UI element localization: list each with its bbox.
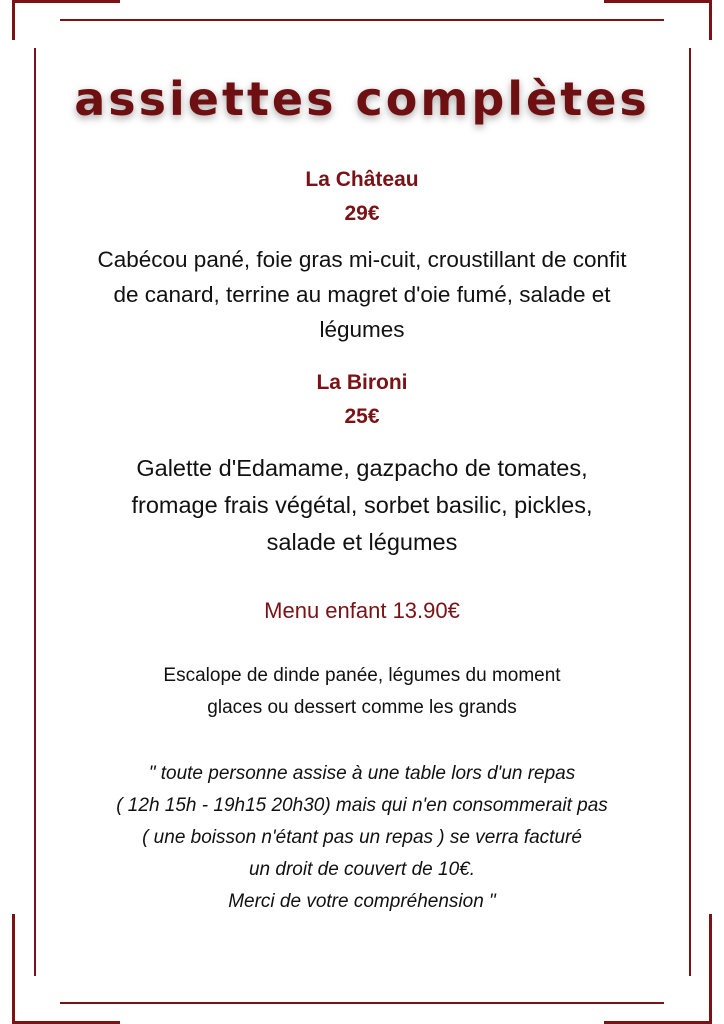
description-line: fromage frais végétal, sorbet basilic, pickles, <box>131 492 593 518</box>
notice-line: ( une boisson n'étant pas un repas ) se verra facturé <box>142 827 582 848</box>
page-title: assiettes complètes <box>74 72 650 126</box>
item-description-bironi <box>0 450 724 561</box>
frame-top-line <box>60 19 664 21</box>
corner-bottom-left <box>12 914 15 1024</box>
item-price: 25€ <box>344 405 380 428</box>
corner-bottom-right <box>709 914 712 1024</box>
item-price: 29€ <box>344 202 380 225</box>
item-name: La Bironi <box>316 371 408 394</box>
notice-line: " toute personne assise à une table lors d'un repas <box>148 763 576 784</box>
notice-line: un droit de couvert de 10€. <box>248 859 476 880</box>
corner-top-right <box>709 0 712 40</box>
description-line: légumes <box>319 317 405 342</box>
kids-menu-title: Menu enfant 13.90€ <box>264 598 460 623</box>
description-line: glaces ou dessert comme les grands <box>207 697 517 718</box>
menu-item-bironi <box>0 366 724 434</box>
description-line: Cabécou pané, foie gras mi-cuit, croustillant de confit <box>97 247 627 272</box>
notice-line: ( 12h 15h - 19h15 20h30) mais qui n'en consommerait pas <box>116 795 608 816</box>
corner-top-left <box>12 0 15 40</box>
item-description-chateau <box>0 242 724 347</box>
kids-menu-description <box>0 660 724 724</box>
notice-line: Merci de votre compréhension " <box>228 891 496 912</box>
description-line: de canard, terrine au magret d'oie fumé, salade et <box>113 282 611 307</box>
corner-top-left-h <box>12 0 120 3</box>
menu-item-chateau <box>0 163 724 231</box>
item-name: La Château <box>305 168 419 191</box>
description-line: Galette d'Edamame, gazpacho de tomates, <box>136 455 588 481</box>
cover-charge-notice <box>0 758 724 918</box>
corner-top-right-h <box>604 0 712 3</box>
description-line: salade et légumes <box>266 529 458 555</box>
description-line: Escalope de dinde panée, légumes du moment <box>163 665 561 686</box>
frame-bottom-line <box>60 1002 664 1004</box>
